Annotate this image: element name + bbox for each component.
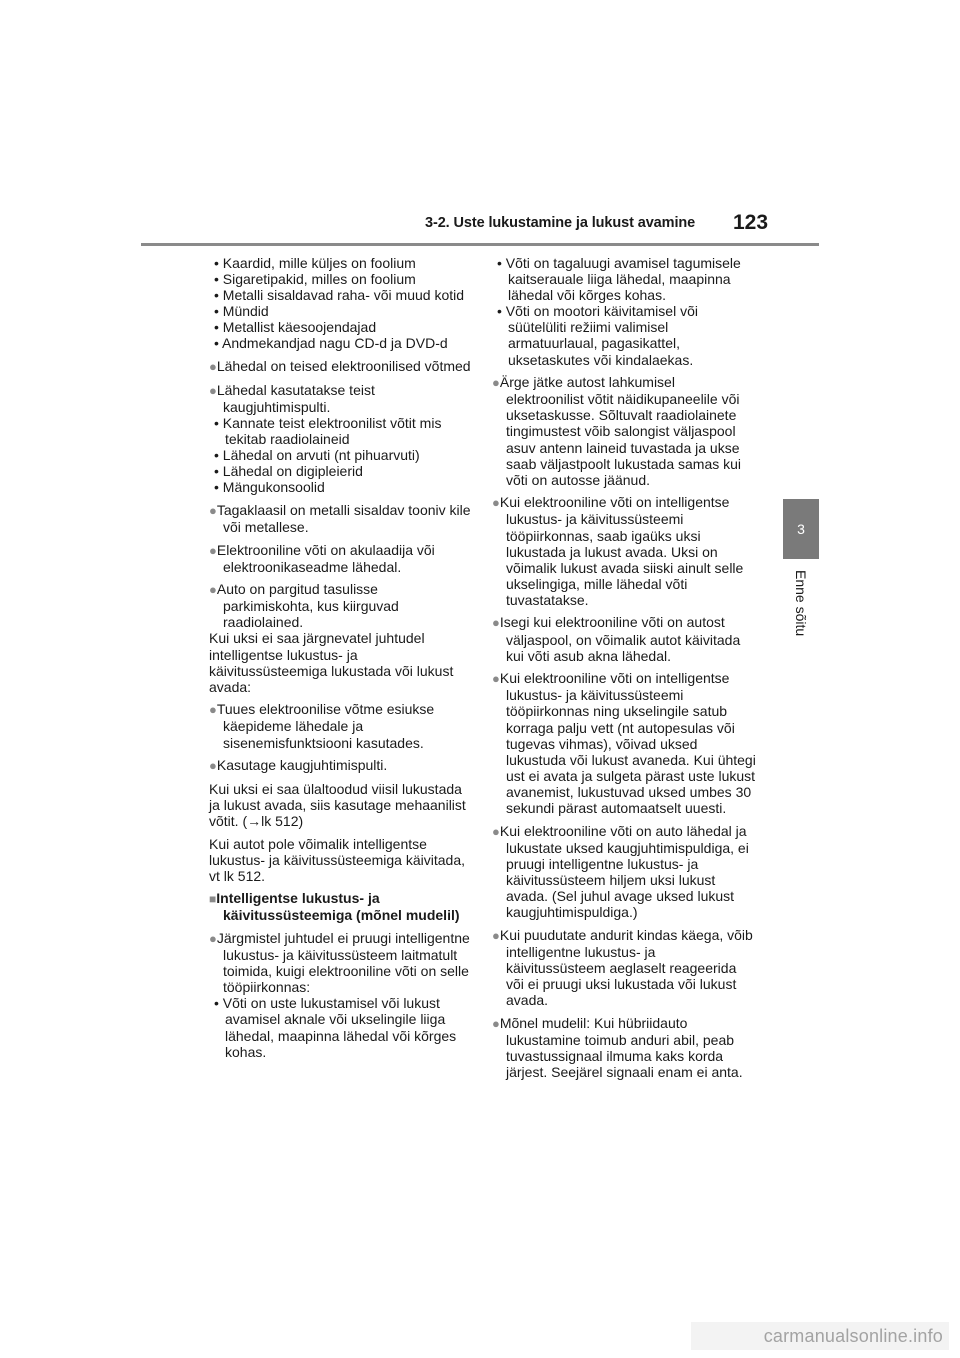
right-column bbox=[492, 255, 756, 1087]
sub-item: • Mündid bbox=[214, 303, 269, 320]
header-divider bbox=[141, 243, 819, 246]
bullet-block bbox=[209, 701, 471, 750]
arrow-right-icon: → bbox=[247, 812, 262, 829]
bullet-block bbox=[492, 494, 756, 608]
bullet-block bbox=[209, 542, 471, 575]
bullet-dot-icon: ● bbox=[209, 582, 217, 598]
bullet-item: ●Kui elektrooniline võti on auto lähedal ja lukustate uksed kaugjuhtimispuldiga, ei pruugi intelligentne lukustus- ja käivitussüsteem hiljem uksi lukust avada. (Sel juhul avage uksed lukust kaugjuhtimispuldiga.) bbox=[492, 822, 749, 921]
chapter-label-text: Enne sõitu bbox=[793, 569, 809, 637]
bullet-dot-icon: ● bbox=[209, 702, 217, 718]
chapter-number: 3 bbox=[797, 521, 805, 537]
sub-item: • Metalli sisaldavad raha- või muud kotid bbox=[214, 287, 465, 304]
bullet-dot-icon: ● bbox=[209, 930, 217, 946]
watermark: carmanualsonline.info bbox=[691, 1322, 949, 1350]
bullet-dot-icon: ● bbox=[492, 495, 500, 511]
sub-item: • Lähedal on digipleierid bbox=[214, 463, 363, 480]
paragraph-block bbox=[209, 836, 471, 884]
body-paragraph: Kui autot pole võimalik intelligentse lukustus- ja käivitussüsteemiga käivitada, vt lk 512. bbox=[209, 835, 466, 884]
bullet-item: ●Lähedal kasutatakse teist kaugjuhtimispulti. bbox=[209, 381, 375, 415]
bullet-dot-icon: ● bbox=[492, 927, 500, 943]
sub-item: • Kannate teist elektroonilist võtit mis tekitab raadiolaineid bbox=[214, 414, 442, 447]
bullet-block bbox=[209, 930, 471, 1060]
section-title: 3-2. Uste lukustamine ja lukust avamine bbox=[425, 215, 696, 231]
bullet-dot-icon: ● bbox=[209, 382, 217, 398]
bullet-dot-icon: ● bbox=[492, 1015, 500, 1031]
chapter-tab bbox=[783, 499, 819, 559]
bullet-item: ●Kasutage kaugjuhtimispulti. bbox=[209, 757, 388, 774]
body-paragraph: Kui uksi ei saa ülaltoodud viisil lukustada ja lukust avada, siis kasutage mehaanilist võtit. (→lk 512) bbox=[209, 780, 466, 829]
bullet-dot-icon: ● bbox=[492, 615, 500, 631]
bullet-item: ●Kui elektrooniline võti on intelligentse lukustus- ja käivitussüsteemi tööpiirkonnas ning ukselingile satub korraga palju vett (nt autopesulas või tugevas vihmas), võivad uksed lukustuda või lukust avaneda. Kui ühtegi ust ei avata ja sulgeta pärast uste lukust avanemist, lukustuvad uksed umbes 30 sekundi pärast automaatselt uuesti. bbox=[492, 670, 756, 816]
section-heading: ■Intelligentse lukustus- ja käivitussüsteemiga (mõnel mudelil) bbox=[209, 890, 460, 924]
sub-item: • Võti on mootori käivitamisel või süütelüliti režiimi valimisel armatuurlaual, pagasikattel, uksetaskutes või kindalaekas. bbox=[497, 303, 698, 368]
paragraph-block bbox=[209, 781, 471, 829]
bullet-item: ●Ärge jätke autost lahkumisel elektroonilist võtit näidikupaneelile või uksetaskusse. Sõltuvalt raadiolainete tingimustest võib salongist väljaspool asuv antenn laineid tuvastada ja ukse saab väljastpoolt lukustada samas kui võti on autosse jäänud. bbox=[492, 374, 742, 488]
bullet-dot-icon: ● bbox=[492, 823, 500, 839]
bullet-block bbox=[209, 382, 471, 496]
bullet-item: ●Kui puudutate andurit kindas käega, võib intelligentne lukustus- ja käivitussüsteem aeglaselt reageerida või ei pruugi uksi lukustada või lukust avada. bbox=[492, 926, 753, 1009]
bullet-dot-icon: ● bbox=[209, 359, 217, 375]
sub-item: • Sigaretipakid, milles on foolium bbox=[214, 271, 416, 288]
bullet-item: ●Isegi kui elektrooniline võti on autost väljaspool, on võimalik autot käivitada kui võti asub akna lähedal. bbox=[492, 614, 741, 664]
bullet-item: ●Lähedal on teised elektroonilised võtmed bbox=[209, 358, 471, 375]
bullet-item: ●Tagaklaasil on metalli sisaldav tooniv kile või metallese. bbox=[209, 501, 471, 535]
left-column bbox=[209, 255, 471, 1066]
bullet-block bbox=[492, 670, 756, 816]
heading-block bbox=[209, 890, 471, 923]
sub-item: • Võti on tagaluugi avamisel tagumisele kaitserauale liiga lähedal, maapinna lähedal või kõrges kohas. bbox=[497, 255, 741, 304]
square-bullet-icon: ■ bbox=[209, 892, 217, 907]
body-paragraph: Kui uksi ei saa järgnevatel juhtudel intelligentse lukustus- ja käivitussüsteemiga lukustada või lukust avada: bbox=[209, 630, 454, 695]
page-reference-link[interactable]: lk 512) bbox=[261, 812, 304, 829]
bullet-block bbox=[492, 1015, 756, 1080]
bullet-block bbox=[492, 374, 756, 488]
sub-item: • Andmekandjad nagu CD-d ja DVD-d bbox=[214, 335, 448, 352]
sub-item: • Kaardid, mille küljes on foolium bbox=[214, 255, 416, 271]
sub-item: • Metallist käesoojendajad bbox=[214, 319, 377, 336]
sub-item: • Võti on uste lukustamisel või lukust avamisel aknale või ukselingile liiga lähedal, maapinna lähedal või kõrges kohas. bbox=[214, 995, 457, 1060]
sublist-block bbox=[209, 255, 471, 352]
bullet-block bbox=[492, 927, 756, 1008]
bullet-dot-icon: ● bbox=[209, 502, 217, 518]
bullet-dot-icon: ● bbox=[209, 758, 217, 774]
bullet-block bbox=[209, 581, 471, 695]
sub-item: • Lähedal on arvuti (nt pihuarvuti) bbox=[214, 447, 420, 464]
bullet-item: ●Kui elektrooniline võti on intelligentse lukustus- ja käivitussüsteemi tööpiirkonnas, saab igaüks uksi lukustada ja lukust avada. Uksi on võimalik lukust avada siiski ainult selle ukselingiga, mille lähedal võti tuvastatakse. bbox=[492, 494, 744, 608]
bullet-item: ●Mõnel mudelil: Kui hübriidauto lukustamine toimub anduri abil, peab tuvastussignaal ilmuma kaks korda järjest. Seejärel signaali enam ei anta. bbox=[492, 1014, 743, 1080]
bullet-block bbox=[492, 614, 756, 663]
bullet-item: ●Elektrooniline võti on akulaadija või elektroonikaseadme lähedal. bbox=[209, 541, 435, 575]
sub-item: • Mängukonsoolid bbox=[214, 479, 325, 496]
bullet-block bbox=[209, 757, 471, 774]
bullet-block bbox=[209, 502, 471, 535]
bullet-block bbox=[209, 358, 471, 375]
bullet-dot-icon: ● bbox=[492, 671, 500, 687]
bullet-item: ●Auto on pargitud tasulisse parkimiskohta, kus kiirguvad raadiolained. bbox=[209, 581, 399, 631]
page-number: 123 bbox=[733, 211, 769, 234]
sublist-block bbox=[492, 255, 756, 368]
bullet-dot-icon: ● bbox=[492, 375, 500, 391]
bullet-dot-icon: ● bbox=[209, 542, 217, 558]
chapter-label bbox=[783, 560, 819, 646]
bullet-block bbox=[492, 823, 756, 921]
bullet-item: ●Järgmistel juhtudel ei pruugi intelligentne lukustus- ja käivitussüsteem laitmatult toimida, kuigi elektrooniline võti on selle tööpiirkonnas: bbox=[209, 929, 470, 996]
bullet-item: ●Tuues elektroonilise võtme esiukse käepideme lähedale ja sisenemisfunktsiooni kasutades. bbox=[209, 701, 435, 751]
